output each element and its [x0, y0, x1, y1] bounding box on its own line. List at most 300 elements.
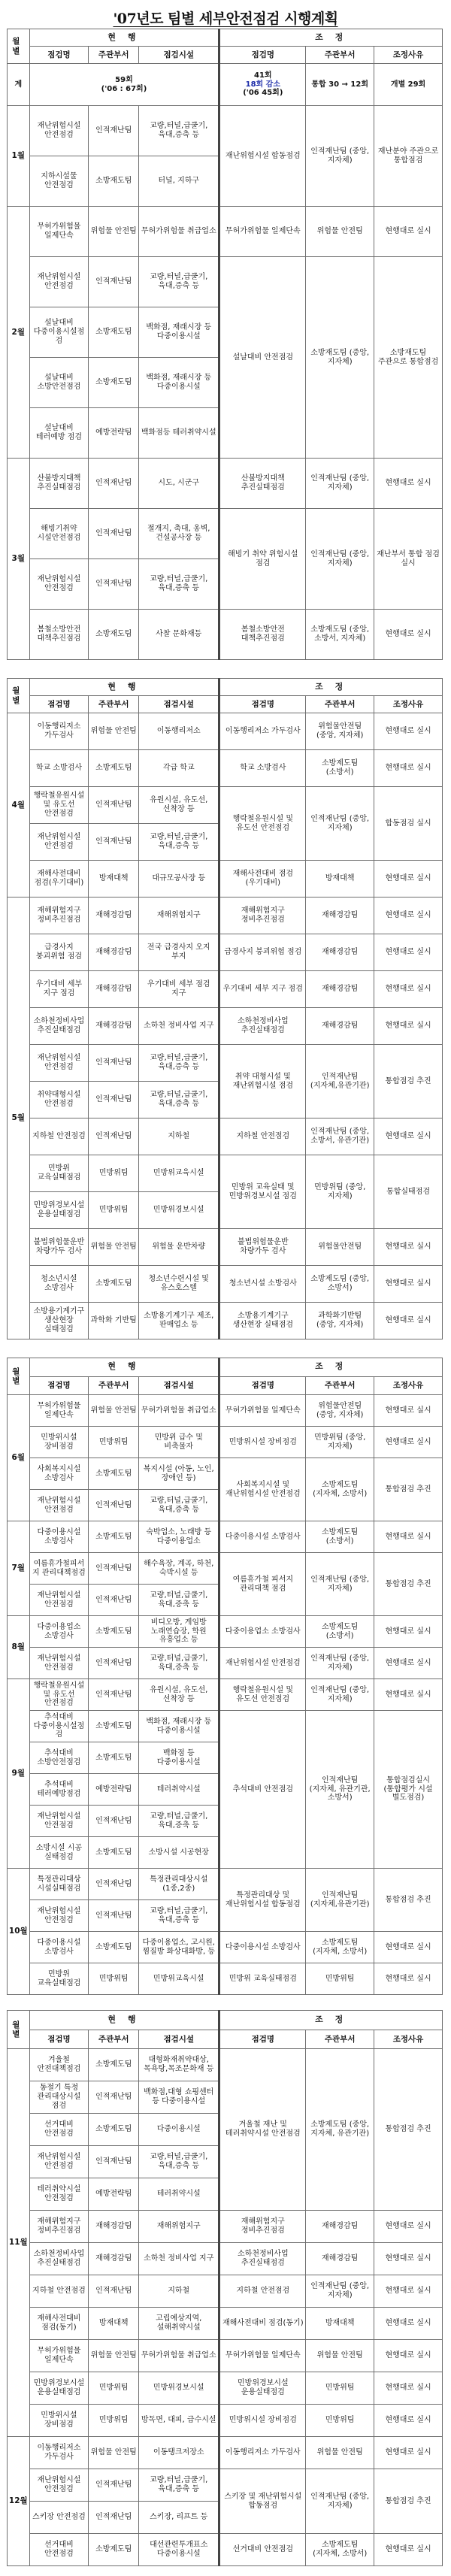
adjusted-reason: 현행대로 실시: [374, 861, 443, 898]
adjusted-name: 겨울철 재난 및 테러취약시설 안전점검: [219, 2049, 306, 2211]
summary-improved: 개별 29회: [374, 64, 443, 106]
inspection-name: 이동행리저소 가두검사: [29, 2437, 89, 2469]
inspection-target: 재해위험지구: [139, 898, 219, 934]
month-header: 월별: [8, 679, 30, 713]
table-row: [8, 2405, 443, 2437]
adjusted-name: 다중이용시설 소방검사: [219, 1932, 306, 1963]
inspection-target: 복지시설 (아동, 노인, 장애인 등): [139, 1458, 219, 1490]
inspection-name: 재난위험시설 안전점검: [29, 1585, 89, 1616]
inspection-name: 재난위험시설 안전점검: [29, 1806, 89, 1837]
col-name-header: 점검명: [29, 2030, 89, 2048]
table-row: [8, 1679, 443, 1711]
col-adj-reason-header: 조정사유: [374, 696, 443, 713]
table-row: [8, 1869, 443, 1900]
adjusted-reason: 현행대로 실시: [374, 713, 443, 750]
col-dept-header: 주관부서: [89, 2030, 139, 2048]
adjusted-dept: 재해경감팀: [306, 934, 374, 971]
adjusted-name: 소하천정비사업 추진실태점검: [219, 2243, 306, 2275]
inspection-name: 불법위험물운반 차량가두 검사: [29, 1229, 89, 1266]
adjusted-reason: 현행대로 실시: [374, 459, 443, 509]
inspection-target: 교량,터널,급쿨기, 육대,증축 등: [139, 1806, 219, 1837]
inspection-target: 백화점 등 다중이용시설: [139, 1742, 219, 1774]
adjusted-dept: 인적재난팀 (중앙, 지자체): [306, 1679, 374, 1711]
plan-table-1: [7, 29, 443, 660]
adjusted-reason: 현행대로 실시: [374, 1008, 443, 1045]
table-row: [8, 934, 443, 971]
inspection-target: 소방시설 시공현장: [139, 1837, 219, 1869]
adjusted-dept: 위험물안전팀 (중앙, 지자체): [306, 1395, 374, 1427]
inspection-dept: 소방재도팀: [89, 156, 139, 207]
inspection-name: 소하천정비사업 추진실태점검: [29, 2243, 89, 2275]
adjusted-dept: 인적재난팀 (중앙, 소방서, 유관기관): [306, 1118, 374, 1155]
inspection-target: 무허가위험물 취급업소: [139, 1395, 219, 1427]
inspection-target: 소방용기계기구 제조, 판매업소 등: [139, 1303, 219, 1339]
inspection-target: 시도, 시군구: [139, 459, 219, 509]
inspection-dept: 방재대책: [89, 2308, 139, 2340]
inspection-name: 급경사지 붕괴위험 점검: [29, 934, 89, 971]
inspection-name: 다중이용시설 소방검사: [29, 1521, 89, 1553]
inspection-dept: 인적재난팀: [89, 1648, 139, 1679]
month-label: 4월: [8, 713, 30, 898]
inspection-target: 민방위 급수 및 비축물자: [139, 1427, 219, 1458]
adjusted-dept: 소방제도팀 (소방서): [306, 1521, 374, 1553]
adjusted-dept: 과학화기반팀 (중앙, 지자체): [306, 1303, 374, 1339]
adjusted-name: 청소년시설 소방검사: [219, 1266, 306, 1303]
adjusted-name: 불법위험물운반 차량가두 검사: [219, 1229, 306, 1266]
inspection-dept: 민방위팀: [89, 1963, 139, 1995]
current-header: 현 행: [29, 679, 219, 696]
adjusted-dept: 민방위팀 (중앙, 지자체): [306, 1155, 374, 1229]
inspection-dept: 위험물 안전팀: [89, 2340, 139, 2372]
inspection-dept: 소방제도팀: [89, 1837, 139, 1869]
inspection-name: 재난위험시설 안전점검: [29, 2469, 89, 2502]
adjusted-name: 재난위험시설 안전점검: [219, 1648, 306, 1679]
inspection-dept: 민방위팀: [89, 2372, 139, 2405]
adjusted-reason: 현행대로 실시: [374, 1229, 443, 1266]
inspection-target: 방독면, 대피, 급수시설: [139, 2405, 219, 2437]
inspection-target: 대선관련투개표소 다중이용시설: [139, 2534, 219, 2566]
inspection-dept: 민방위팀: [89, 1427, 139, 1458]
month-label: 11월: [8, 2049, 30, 2437]
summary-reduction: 18회 감소: [245, 80, 280, 89]
adjusted-reason: 현행대로 실시: [374, 1395, 443, 1427]
adjusted-reason: 현행대로 실시: [374, 2534, 443, 2566]
adjusted-name: 스키장 및 재난위험시설 합동점검: [219, 2469, 306, 2534]
inspection-name: 학교 소방검사: [29, 750, 89, 787]
inspection-name: 취약대형시설 안전점검: [29, 1082, 89, 1118]
month-header: 월별: [8, 2011, 30, 2049]
adjusted-dept: 위험물안전팀 (중앙, 지자체): [306, 713, 374, 750]
inspection-target: 청소년수련시설 및 유스호스텔: [139, 1266, 219, 1303]
inspection-target: 소하천 정비사업 지구: [139, 2243, 219, 2275]
adjusted-reason: 통합점검 추진: [374, 1045, 443, 1118]
inspection-name: 민방위시설 장비점검: [29, 2405, 89, 2437]
inspection-dept: 과학화 기반팀: [89, 1303, 139, 1339]
inspection-dept: 예방전략팀: [89, 2178, 139, 2211]
table-row: [8, 1155, 443, 1192]
month-header: 월별: [8, 29, 30, 64]
adjusted-dept: 위험물 안전팀: [306, 207, 374, 257]
adjusted-dept: 위험물안전팀: [306, 1229, 374, 1266]
adjusted-reason: 소방재도팀 주관으로 통합점검: [374, 257, 443, 459]
adjusted-name: 다중이용시설 소방검사: [219, 1521, 306, 1553]
inspection-name: 재난위험시설 안전점검: [29, 257, 89, 307]
inspection-name: 소하천정비사업 추진실태점검: [29, 1008, 89, 1045]
adjusted-dept: 재해경감팀: [306, 898, 374, 934]
col-target-header: 점검시설: [139, 696, 219, 713]
adjusted-dept: 소방제도팀 (중앙, 소방서): [306, 1266, 374, 1303]
adjusted-reason: 현행대로 실시: [374, 610, 443, 660]
inspection-name: 민방위 교육실태점검: [29, 1155, 89, 1192]
inspection-name: 추석대비 다중이용시설점검: [29, 1711, 89, 1742]
current-header: 현 행: [29, 1358, 219, 1377]
adjusted-name: 추석대비 안전점검: [219, 1711, 306, 1869]
inspection-target: 교량,터널,급쿨기, 육대,증축 등: [139, 1648, 219, 1679]
inspection-dept: 인적재난팀: [89, 1869, 139, 1900]
inspection-target: 해수욕장, 계곡, 하천, 숙박시설 등: [139, 1553, 219, 1585]
table-row: [8, 459, 443, 509]
inspection-target: 비디오방, 게임방 노래연습장, 학원 유흥업소 등: [139, 1616, 219, 1648]
table-row: [8, 1648, 443, 1679]
table-row: [8, 1395, 443, 1427]
inspection-target: 민방위경보시설: [139, 1192, 219, 1229]
inspection-name: 재난위험시설 안전점검: [29, 1648, 89, 1679]
inspection-name: 행락철유원시설 및 유도선 안전점검: [29, 1679, 89, 1711]
col-adj-reason-header: 조정사유: [374, 47, 443, 64]
current-header: 현 행: [29, 2011, 219, 2030]
inspection-dept: 위험물 안전팀: [89, 207, 139, 257]
col-adj-name-header: 점검명: [219, 696, 306, 713]
adjusted-name: 민방위경보시설 운용실태점검: [219, 2372, 306, 2405]
inspection-dept: 인적재난팀: [89, 1553, 139, 1585]
inspection-target: 이동행리저소: [139, 713, 219, 750]
adjusted-name: 무허가위험물 일제단속: [219, 207, 306, 257]
col-target-header: 점검시설: [139, 2030, 219, 2048]
adjusted-reason: 통합실태점검: [374, 1155, 443, 1229]
inspection-target: 민방위경보시설: [139, 2372, 219, 2405]
adjusted-name: 민방위시설 장비점검: [219, 1427, 306, 1458]
inspection-name: 무허가위험물 일제단속: [29, 1395, 89, 1427]
adjusted-reason: 현행대로 실시: [374, 207, 443, 257]
inspection-target: 위험물 운반차량: [139, 1229, 219, 1266]
table-row: [8, 787, 443, 824]
inspection-dept: 재해경감팀: [89, 898, 139, 934]
adjusted-reason: 현행대로 실시: [374, 2275, 443, 2308]
inspection-dept: 민방위팀: [89, 1192, 139, 1229]
inspection-name: 산불방지대책 추진실태점검: [29, 459, 89, 509]
adjusted-reason: 현행대로 실시: [374, 1266, 443, 1303]
inspection-dept: 민방위팀: [89, 1155, 139, 1192]
header-row-columns: [8, 47, 443, 64]
adjusted-reason: 통합점검 추진: [374, 1458, 443, 1521]
summary-label: 계: [8, 64, 30, 106]
table-row: [8, 257, 443, 307]
inspection-name: 재난위험시설 안전점검: [29, 559, 89, 610]
adjusted-dept: 민방위팀 (중앙, 지자체): [306, 1427, 374, 1458]
adjusted-dept: 인적재난팀 (지자체,유관기관): [306, 1045, 374, 1118]
inspection-dept: 위험물 안전팀: [89, 1229, 139, 1266]
inspection-name: 행락철유원시설 및 유도선 안전점검: [29, 787, 89, 824]
adjusted-name: 행락철유원시설 및 유도선 안전점검: [219, 1679, 306, 1711]
inspection-dept: 소방제도팀: [89, 1266, 139, 1303]
adjusted-reason: 현행대로 실시: [374, 2308, 443, 2340]
inspection-target: 우기대비 세부 점검 지구: [139, 971, 219, 1008]
adjusted-dept: 소방재도팀 (중앙, 소방서, 지자체): [306, 610, 374, 660]
adjusted-dept: 재해경감팀: [306, 2243, 374, 2275]
summary-current-note: ('06 : 67회): [101, 84, 147, 93]
inspection-dept: 인적재난팀: [89, 1490, 139, 1521]
inspection-dept: 소방제도팀: [89, 1616, 139, 1648]
inspection-name: 추석대비 소방안전점검: [29, 1742, 89, 1774]
inspection-name: 소방용기계기구 생산현장 실태점검: [29, 1303, 89, 1339]
inspection-name: 소방시설 시공 실태점검: [29, 1837, 89, 1869]
inspection-target: 특정관리대상시설 (1종,2종): [139, 1869, 219, 1900]
inspection-target: 교량,터널,급쿨기, 육대,증축 등: [139, 1900, 219, 1932]
plan-table-4: [7, 2010, 443, 2566]
month-label: 7월: [8, 1521, 30, 1616]
header-row-columns: [8, 1376, 443, 1394]
table-row: [8, 1932, 443, 1963]
inspection-target: 터널, 지하구: [139, 156, 219, 207]
inspection-name: 이동행리저소 가두검사: [29, 713, 89, 750]
col-adj-dept-header: 주관부서: [306, 696, 374, 713]
adjusted-dept: 소방제도팀 (중앙, 지자체, 유관기관): [306, 2049, 374, 2211]
table-row: [8, 1521, 443, 1553]
inspection-target: 숙박업소, 노래방 등 다중이용업소: [139, 1521, 219, 1553]
summary-adjusted-total: [219, 64, 306, 106]
inspection-dept: 인적재난팀: [89, 509, 139, 559]
inspection-target: 다중이용업소, 고시원, 찜질방 화상대화방, 등: [139, 1932, 219, 1963]
adjusted-name: 설날대비 안전점검: [219, 257, 306, 459]
inspection-dept: 인적재난팀: [89, 1118, 139, 1155]
table-row: [8, 207, 443, 257]
inspection-target: 교량,터널,급쿨기, 육대,증축 등: [139, 1490, 219, 1521]
table-row: [8, 750, 443, 787]
table-row: [8, 509, 443, 559]
adjusted-name: 재해위험지구 정비추진점검: [219, 2211, 306, 2243]
inspection-name: 민방위경보시설 운용실태점검: [29, 2372, 89, 2405]
inspection-target: 백화점등 테러취약시설: [139, 408, 219, 459]
adjusted-name: 해빙기 취약 위험시설 점검: [219, 509, 306, 610]
page-title-text: '07년도 팀별 세부안전점검 시행계획: [113, 11, 338, 27]
inspection-name: 선거대비 안전점검: [29, 2114, 89, 2146]
inspection-dept: 인적재난팀: [89, 1585, 139, 1616]
inspection-dept: 재해경감팀: [89, 971, 139, 1008]
table-row: [8, 2243, 443, 2275]
adjusted-dept: 소방제도팀 (지자체, 소방서): [306, 2534, 374, 2566]
adjusted-dept: 인적재난팀 (중앙, 지자체): [306, 2469, 374, 2534]
inspection-dept: 재해경감팀: [89, 1008, 139, 1045]
inspection-name: 민방위 교육실태점검: [29, 1963, 89, 1995]
inspection-target: 백화점, 재래시장 등 다중이용시설: [139, 358, 219, 408]
month-header: 월별: [8, 1358, 30, 1395]
inspection-name: 추석대비 테러예방점검: [29, 1774, 89, 1806]
col-adj-name-header: 점검명: [219, 47, 306, 64]
col-adj-name-header: 점검명: [219, 1376, 306, 1394]
inspection-name: 재난위험시설 안전점검: [29, 1045, 89, 1082]
inspection-target: 교량,터널,급쿨기, 육대,증축 등: [139, 257, 219, 307]
inspection-target: 민방위교육시설: [139, 1155, 219, 1192]
adjusted-reason: 통합점검 추진: [374, 2049, 443, 2211]
summary-adjusted-count: 41회: [254, 71, 272, 80]
adjusted-name: 무허가위험물 일제단속: [219, 1395, 306, 1427]
inspection-target: 스키장, 리프트 등: [139, 2502, 219, 2534]
adjusted-name: 재해위험지구 정비추진점검: [219, 898, 306, 934]
inspection-name: 재해사전대비 점검(우기대비): [29, 861, 89, 898]
col-adj-dept-header: 주관부서: [306, 1376, 374, 1394]
table-row: [8, 106, 443, 156]
adjusted-dept: 인적재난팀 (중앙, 지자체): [306, 509, 374, 610]
table-row: [8, 2049, 443, 2081]
table-row: [8, 1711, 443, 1742]
inspection-target: 고립예상지역, 설해취약시설: [139, 2308, 219, 2340]
inspection-target: 교량,터널,급쿨기, 육대,증축 등: [139, 2146, 219, 2178]
adjusted-name: 이동행리저소 가두검사: [219, 713, 306, 750]
inspection-name: 특정관리대상 시설실태점검: [29, 1869, 89, 1900]
inspection-dept: 인적재난팀: [89, 459, 139, 509]
inspection-name: 무허가위험물 일제단속: [29, 2340, 89, 2372]
inspection-name: 민방위경보시설 운용실태점검: [29, 1192, 89, 1229]
adjusted-reason: 현행대로 실시: [374, 1616, 443, 1648]
adjusted-reason: 현행대로 실시: [374, 1963, 443, 1995]
adjusted-header: 조 정: [219, 1358, 443, 1377]
adjusted-name: 민방위 교육실태점검: [219, 1963, 306, 1995]
header-row-group: [8, 29, 443, 47]
month-label: 2월: [8, 207, 30, 459]
month-label: 10월: [8, 1869, 30, 1995]
inspection-dept: 소방제도팀: [89, 750, 139, 787]
inspection-dept: 소방제도팀: [89, 2049, 139, 2081]
inspection-name: 여름휴가철피서지 관리대책점검: [29, 1553, 89, 1585]
col-adj-name-header: 점검명: [219, 2030, 306, 2048]
adjusted-dept: 재해경감팀: [306, 2211, 374, 2243]
adjusted-reason: 통합점검 추진: [374, 2469, 443, 2534]
adjusted-reason: 현행대로 실시: [374, 971, 443, 1008]
table-row: [8, 2308, 443, 2340]
inspection-target: 교량,터널,급쿨기, 육대,증축 등: [139, 824, 219, 861]
adjusted-reason: 통합점검 추진: [374, 1553, 443, 1616]
inspection-dept: 인적재난팀: [89, 2081, 139, 2114]
adjusted-reason: 현행대로 실시: [374, 2372, 443, 2405]
inspection-target: 이동탱크저장소: [139, 2437, 219, 2469]
table-row: [8, 898, 443, 934]
inspection-dept: 인적재난팀: [89, 2275, 139, 2308]
header-row-group: [8, 1358, 443, 1377]
inspection-name: 재난위험시설 안전점검: [29, 1900, 89, 1932]
adjusted-dept: 소방제도팀 (지자체, 소방서): [306, 1932, 374, 1963]
adjusted-name: 민방위 교육실태 및 민방위경보시설 점검: [219, 1155, 306, 1229]
table-row: [8, 2534, 443, 2566]
inspection-name: 민방위시설 장비점검: [29, 1427, 89, 1458]
table-row: [8, 1118, 443, 1155]
adjusted-dept: 재해경감팀: [306, 1008, 374, 1045]
summary-current: [29, 64, 219, 106]
inspection-dept: 인적재난팀: [89, 1679, 139, 1711]
adjusted-reason: 현행대로 실시: [374, 1118, 443, 1155]
inspection-name: 재해사전대비 점검(동기): [29, 2308, 89, 2340]
table-row: [8, 2469, 443, 2502]
table-row: [8, 2437, 443, 2469]
inspection-dept: 소방제도팀: [89, 2114, 139, 2146]
inspection-dept: 인적재난팀: [89, 1082, 139, 1118]
adjusted-reason: 현행대로 실시: [374, 1427, 443, 1458]
table-row: [8, 1266, 443, 1303]
table-row: [8, 1458, 443, 1490]
header-row-group: [8, 679, 443, 696]
inspection-dept: 위험물 안전팀: [89, 2437, 139, 2469]
adjusted-reason: 현행대로 실시: [374, 2243, 443, 2275]
summary-integrated: 통합 30 → 12회: [306, 64, 374, 106]
table-row: [8, 2275, 443, 2308]
table-row: [8, 1303, 443, 1339]
adjusted-reason: 현행대로 실시: [374, 2340, 443, 2372]
adjusted-header: 조 정: [219, 679, 443, 696]
adjusted-dept: 인적재난팀 (중앙, 지자체): [306, 787, 374, 861]
table-row: [8, 713, 443, 750]
inspection-dept: 위험물 안전팀: [89, 1395, 139, 1427]
inspection-name: 재해위험지구 정비추진점검: [29, 2211, 89, 2243]
col-adj-reason-header: 조정사유: [374, 2030, 443, 2048]
inspection-name: 해빙기취약 시설안전점검: [29, 509, 89, 559]
inspection-target: 유원시설, 유도선, 선착장 등: [139, 1679, 219, 1711]
inspection-target: 전국 급경사지 오지 부지: [139, 934, 219, 971]
inspection-target: 백화점,대형 쇼핑센터 등 다중이용시설: [139, 2081, 219, 2114]
inspection-target: 교량,터널,급쿨기, 육대,증축 등: [139, 1585, 219, 1616]
inspection-dept: 인적재난팀: [89, 1806, 139, 1837]
summary-current-count: 59회: [115, 75, 133, 84]
adjusted-dept: 민방위팀: [306, 2405, 374, 2437]
inspection-target: 교량,터널,급쿨기, 육대,증축 등: [139, 106, 219, 156]
inspection-name: 설날대비 소방안전점검: [29, 358, 89, 408]
adjusted-name: 지하철 안전점검: [219, 1118, 306, 1155]
adjusted-dept: 위험물 안전팀: [306, 2437, 374, 2469]
adjusted-dept: 인적재난팀 (지자체,유관기관): [306, 1869, 374, 1932]
inspection-dept: 인적재난팀: [89, 824, 139, 861]
adjusted-dept: 소방제도팀 (지자체, 소방서): [306, 1458, 374, 1521]
adjusted-dept: 인적재난팀 (중앙, 지자체): [306, 459, 374, 509]
inspection-name: 재난위험시설 안전점검: [29, 106, 89, 156]
inspection-dept: 위험물 안전팀: [89, 713, 139, 750]
adjusted-name: 급경사지 붕괴위험 점검: [219, 934, 306, 971]
inspection-name: 지하철 안전점검: [29, 2275, 89, 2308]
inspection-dept: 재해경감팀: [89, 2243, 139, 2275]
inspection-dept: 예방전략팀: [89, 1774, 139, 1806]
adjusted-dept: 인적재난팀 (지자체, 유관기관, 소방서): [306, 1711, 374, 1869]
col-adj-dept-header: 주관부서: [306, 2030, 374, 2048]
adjusted-reason: 현행대로 실시: [374, 2437, 443, 2469]
adjusted-dept: 인적재난팀 (중앙, 지자체): [306, 1553, 374, 1616]
inspection-target: 테러취약시설: [139, 1774, 219, 1806]
inspection-name: 재난위험시설 안전점검: [29, 2146, 89, 2178]
table-row: [8, 971, 443, 1008]
adjusted-dept: 민방위팀: [306, 2372, 374, 2405]
inspection-target: 무허가위험물 취급업소: [139, 2340, 219, 2372]
inspection-name: 설날대비 테러예방 점검: [29, 408, 89, 459]
inspection-target: 대규모공사장 등: [139, 861, 219, 898]
adjusted-name: 소방용기계기구 생산현장 실태점검: [219, 1303, 306, 1339]
inspection-target: 교량,터널,급쿨기, 육대,증축 등: [139, 559, 219, 610]
inspection-name: 다중이용업소 소방검사: [29, 1616, 89, 1648]
inspection-target: 재해위험지구: [139, 2211, 219, 2243]
page-title: [0, 8, 451, 28]
adjusted-name: 선거대비 안전점검: [219, 2534, 306, 2566]
summary-adjusted-note: ('06 45회): [243, 89, 283, 98]
adjusted-dept: 인적재난팀 (중앙, 지자체): [306, 1648, 374, 1679]
col-target-header: 점검시설: [139, 1376, 219, 1394]
inspection-name: 지하철 안전점검: [29, 1118, 89, 1155]
adjusted-name: 학교 소방검사: [219, 750, 306, 787]
month-label: 6월: [8, 1395, 30, 1521]
